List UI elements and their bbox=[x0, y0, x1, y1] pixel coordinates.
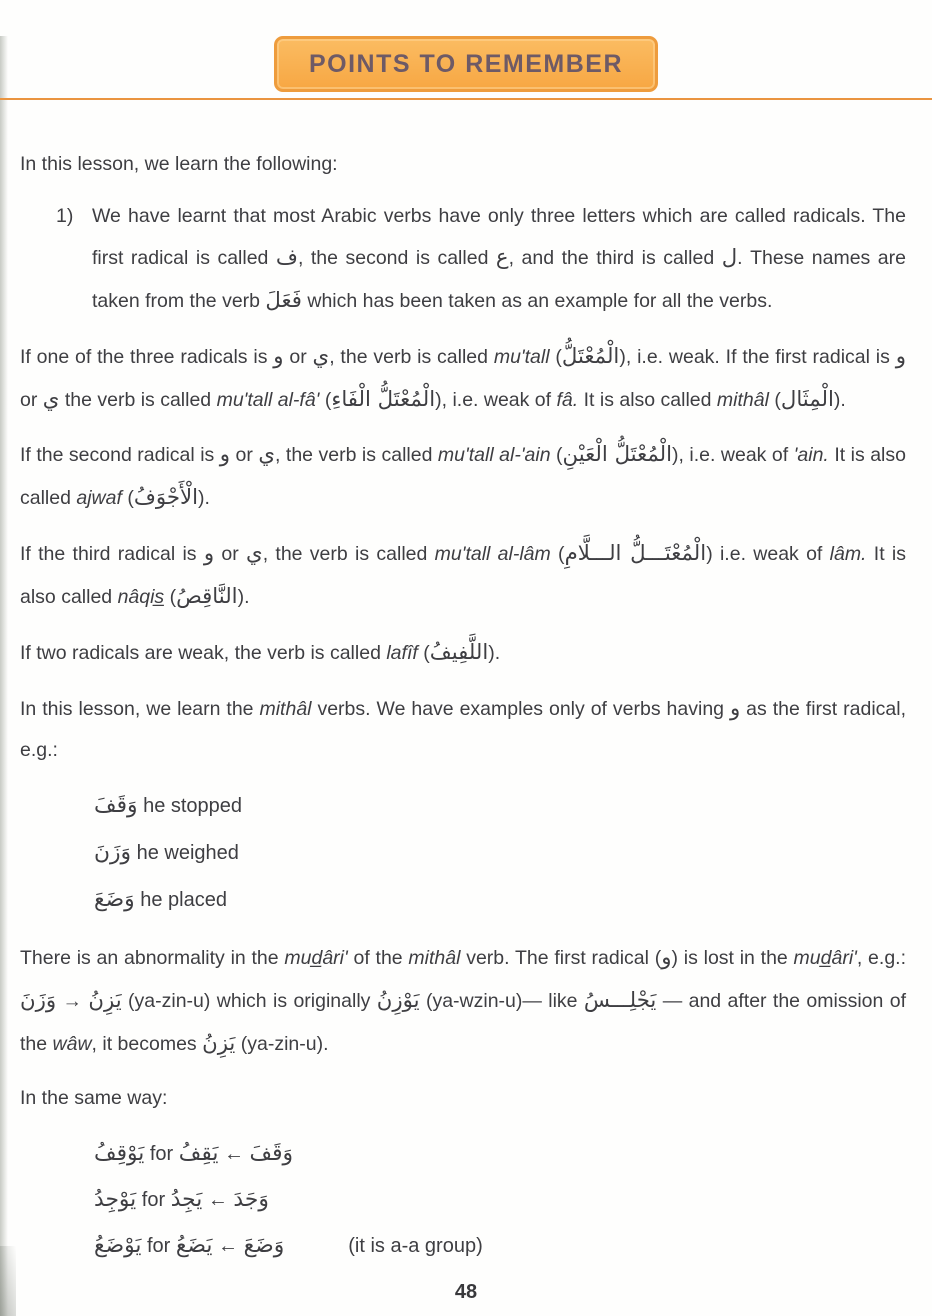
abnormality-paragraph: There is an abnormality in the mud̲âri' of the mithâl verb. The first radical (و) is lost in the mud̲âri', e.g.: وَزَنَ → يَزِنُ (ya-zin-u) which is originally يَوْزِنُ (ya-wzin-u)— like يَجْلِـــسُ — and after the omission of the wâw, it becomes يَزِنُ (ya-zin-u). bbox=[20, 944, 907, 1056]
same-way-label: In the same way: bbox=[20, 1086, 168, 1109]
mithal-lesson-paragraph: In this lesson, we learn the mithâl verbs. We have examples only of verbs having و as the first radical, e.g.: bbox=[20, 696, 906, 761]
example-verbs-list bbox=[94, 783, 906, 924]
points-to-remember-banner bbox=[274, 36, 658, 92]
ain-weak-paragraph: If the second radical is و or ي, the verb is called mu'tall al-'ain (الْمُعْتَلُّ الْعَيْنِ), i.e. weak of 'ain. It is also called ajwaf (الْأَجْوَفُ). bbox=[20, 442, 906, 511]
page-title: POINTS TO REMEMBER bbox=[308, 49, 624, 78]
derivation-line: يَوْقِفُ for يَقِفُ ← وَقَفَ bbox=[94, 1141, 294, 1167]
lam-weak-paragraph: If the third radical is و or ي, the verb is called mu'tall al-lâm (الْمُعْتَـــلُّ الـــلَّامِ) i.e. weak of lâm. It is also called nâqis̲ (النَّاقِصُ). bbox=[20, 541, 906, 610]
header-rule bbox=[0, 98, 932, 100]
example-line: وَقَفَ he stopped bbox=[94, 793, 243, 819]
intro-paragraph: In this lesson, we learn the following: bbox=[20, 153, 338, 175]
page-header bbox=[0, 36, 932, 132]
weak-verbs-paragraph: If one of the three radicals is و or ي, the verb is called mu'tall (الْمُعْتَلُّ), i.e. weak. If the first radical is و or ي the verb is called mu'tall al-fâ' (الْمُعْتَلُّ الْفَاءِ), i.e. weak of fâ. It is also called mithâl (الْمِثَال). bbox=[20, 343, 906, 412]
lesson-content bbox=[0, 145, 932, 1268]
scan-edge bbox=[0, 36, 8, 1316]
derivation-line: يَوْضَعُ for يَضَعُ ← وَضَعَ (it is a-a group) bbox=[94, 1232, 483, 1258]
derivation-list bbox=[94, 1131, 906, 1268]
item-text: We have learnt that most Arabic verbs have only three letters which are called radicals. The first radical is called ف, the second is called ع, and the third is called ل. These names are taken from the verb فَعَلَ which has been taken as an example for all the verbs. bbox=[92, 205, 906, 313]
lafif-paragraph: If two radicals are weak, the verb is called lafîf (اللَّفِيفُ). bbox=[20, 640, 501, 666]
page-number: 48 bbox=[454, 1281, 478, 1303]
derivation-line: يَوْجِدُ for يَجِدُ ← وَجَدَ bbox=[94, 1186, 269, 1212]
example-line: وَضَعَ he placed bbox=[94, 887, 227, 913]
radicals-item bbox=[56, 197, 906, 322]
example-line: وَزَنَ he weighed bbox=[94, 840, 239, 866]
item-number: 1) bbox=[56, 205, 74, 228]
